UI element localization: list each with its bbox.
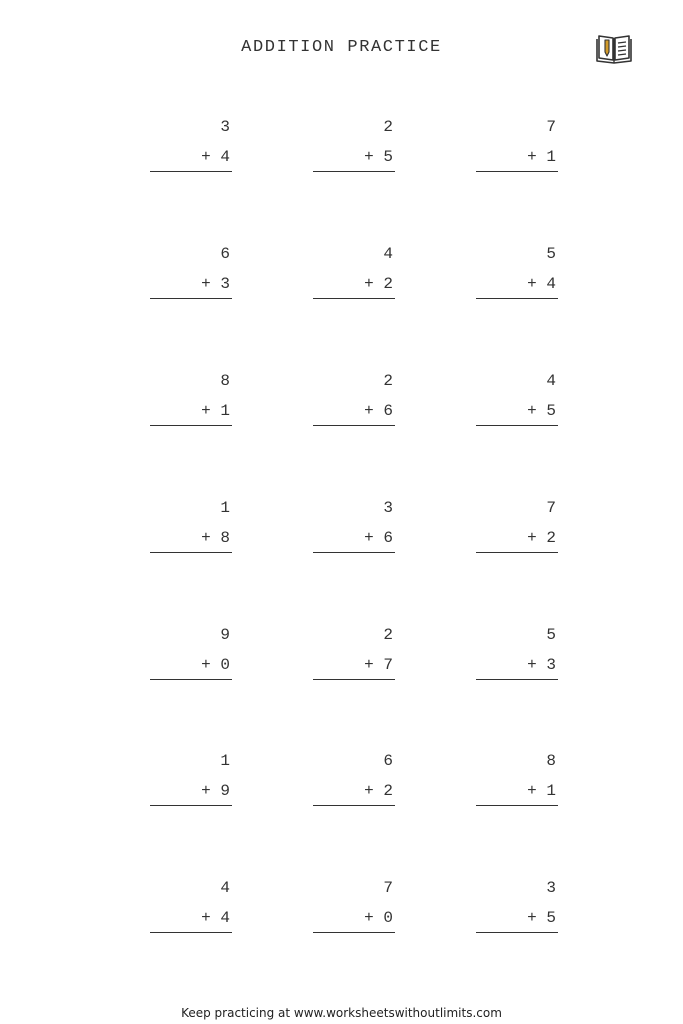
bottom-row — [527, 909, 556, 927]
answer-line — [313, 171, 395, 172]
answer-line — [313, 552, 395, 553]
addition-problem — [476, 626, 558, 690]
plus-sign: + — [201, 656, 211, 674]
bottom-addend: 6 — [383, 529, 393, 547]
bottom-row — [364, 275, 393, 293]
footer-text: Keep practicing at www.worksheetswithoutlimits.com — [181, 1006, 502, 1020]
bottom-addend: 0 — [220, 656, 230, 674]
top-addend: 1 — [220, 752, 230, 770]
addition-problem — [476, 118, 558, 182]
top-addend: 4 — [383, 245, 393, 263]
bottom-row — [201, 909, 230, 927]
bottom-addend: 1 — [220, 402, 230, 420]
bottom-addend: 2 — [546, 529, 556, 547]
bottom-addend: 0 — [383, 909, 393, 927]
top-addend: 3 — [220, 118, 230, 136]
bottom-addend: 9 — [220, 782, 230, 800]
top-addend: 6 — [383, 752, 393, 770]
addition-problem — [476, 245, 558, 309]
bottom-addend: 5 — [546, 402, 556, 420]
plus-sign: + — [364, 529, 374, 547]
bottom-row — [364, 656, 393, 674]
plus-sign: + — [364, 656, 374, 674]
top-addend: 2 — [383, 118, 393, 136]
addition-problem — [150, 626, 232, 690]
bottom-addend: 1 — [546, 782, 556, 800]
plus-sign: + — [201, 402, 211, 420]
addition-problem — [476, 499, 558, 563]
top-addend: 8 — [220, 372, 230, 390]
plus-sign: + — [201, 148, 211, 166]
bottom-row — [201, 656, 230, 674]
bottom-row — [364, 909, 393, 927]
bottom-row — [527, 275, 556, 293]
addition-problem — [313, 879, 395, 943]
bottom-row — [201, 275, 230, 293]
addition-problem — [313, 752, 395, 816]
top-addend: 2 — [383, 372, 393, 390]
top-addend: 8 — [546, 752, 556, 770]
plus-sign: + — [364, 909, 374, 927]
open-book-pencil-icon — [596, 30, 632, 64]
plus-sign: + — [201, 275, 211, 293]
bottom-addend: 3 — [220, 275, 230, 293]
answer-line — [476, 552, 558, 553]
bottom-row — [201, 529, 230, 547]
bottom-row — [201, 782, 230, 800]
answer-line — [476, 425, 558, 426]
answer-line — [150, 298, 232, 299]
addition-problem — [150, 245, 232, 309]
top-addend: 1 — [220, 499, 230, 517]
top-addend: 4 — [546, 372, 556, 390]
plus-sign: + — [201, 782, 211, 800]
top-addend: 6 — [220, 245, 230, 263]
addition-problem — [150, 118, 232, 182]
bottom-addend: 4 — [220, 148, 230, 166]
answer-line — [476, 679, 558, 680]
addition-problem — [476, 372, 558, 436]
addition-problem — [150, 879, 232, 943]
answer-line — [313, 679, 395, 680]
answer-line — [313, 805, 395, 806]
plus-sign: + — [527, 529, 537, 547]
addition-problem — [150, 752, 232, 816]
bottom-addend: 6 — [383, 402, 393, 420]
answer-line — [313, 932, 395, 933]
top-addend: 2 — [383, 626, 393, 644]
top-addend: 3 — [546, 879, 556, 897]
top-addend: 7 — [546, 118, 556, 136]
top-addend: 7 — [546, 499, 556, 517]
top-addend: 3 — [383, 499, 393, 517]
answer-line — [313, 298, 395, 299]
plus-sign: + — [527, 782, 537, 800]
addition-problem — [313, 118, 395, 182]
plus-sign: + — [527, 656, 537, 674]
answer-line — [150, 425, 232, 426]
bottom-addend: 5 — [546, 909, 556, 927]
answer-line — [476, 171, 558, 172]
bottom-row — [527, 402, 556, 420]
bottom-addend: 4 — [220, 909, 230, 927]
bottom-row — [527, 656, 556, 674]
addition-problem — [476, 752, 558, 816]
bottom-row — [527, 529, 556, 547]
answer-line — [476, 932, 558, 933]
addition-problem — [150, 372, 232, 436]
top-addend: 4 — [220, 879, 230, 897]
bottom-addend: 4 — [546, 275, 556, 293]
addition-problem — [313, 245, 395, 309]
bottom-row — [364, 529, 393, 547]
bottom-addend: 7 — [383, 656, 393, 674]
addition-problem — [476, 879, 558, 943]
bottom-addend: 3 — [546, 656, 556, 674]
answer-line — [150, 171, 232, 172]
bottom-addend: 5 — [383, 148, 393, 166]
plus-sign: + — [364, 148, 374, 166]
addition-problem — [313, 626, 395, 690]
plus-sign: + — [201, 909, 211, 927]
bottom-row — [527, 148, 556, 166]
addition-problem — [313, 372, 395, 436]
plus-sign: + — [527, 275, 537, 293]
top-addend: 7 — [383, 879, 393, 897]
answer-line — [150, 679, 232, 680]
plus-sign: + — [364, 402, 374, 420]
bottom-row — [201, 148, 230, 166]
answer-line — [150, 932, 232, 933]
addition-problem — [150, 499, 232, 563]
plus-sign: + — [527, 148, 537, 166]
bottom-row — [201, 402, 230, 420]
bottom-addend: 1 — [546, 148, 556, 166]
plus-sign: + — [364, 275, 374, 293]
answer-line — [476, 298, 558, 299]
plus-sign: + — [201, 529, 211, 547]
answer-line — [313, 425, 395, 426]
top-addend: 5 — [546, 626, 556, 644]
plus-sign: + — [364, 782, 374, 800]
bottom-row — [364, 782, 393, 800]
answer-line — [150, 552, 232, 553]
answer-line — [476, 805, 558, 806]
bottom-row — [364, 402, 393, 420]
bottom-addend: 2 — [383, 782, 393, 800]
bottom-row — [364, 148, 393, 166]
bottom-row — [527, 782, 556, 800]
bottom-addend: 8 — [220, 529, 230, 547]
top-addend: 5 — [546, 245, 556, 263]
worksheet-title: ADDITION PRACTICE — [241, 38, 442, 57]
plus-sign: + — [527, 909, 537, 927]
plus-sign: + — [527, 402, 537, 420]
addition-problem — [313, 499, 395, 563]
top-addend: 9 — [220, 626, 230, 644]
answer-line — [150, 805, 232, 806]
bottom-addend: 2 — [383, 275, 393, 293]
